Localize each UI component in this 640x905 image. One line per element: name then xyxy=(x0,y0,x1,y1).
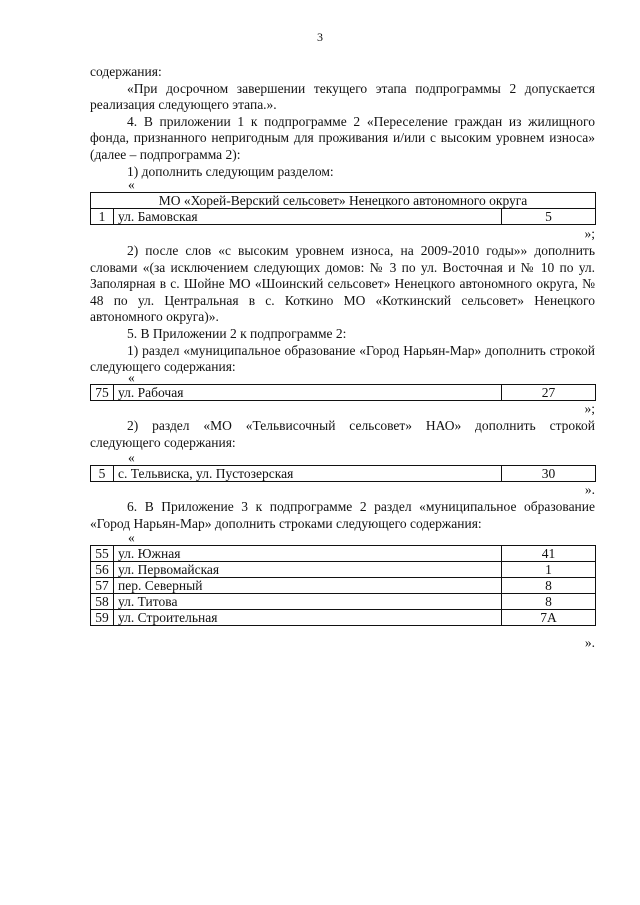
row-number: 5 xyxy=(91,466,114,482)
quote-close-4: ». xyxy=(584,635,595,650)
row-street: ул. Строительная xyxy=(114,610,502,626)
row-house: 7А xyxy=(502,610,596,626)
row-street: ул. Первомайская xyxy=(114,562,502,578)
text-block-4 xyxy=(90,499,595,532)
paragraph-item-4-sub-1: 1) дополнить следующим разделом: xyxy=(127,163,334,179)
row-number: 56 xyxy=(91,562,114,578)
row-street: ул. Бамовская xyxy=(114,209,502,225)
row-house: 27 xyxy=(502,385,596,401)
page-number: 3 xyxy=(317,30,323,44)
paragraph-item-4: 4. В приложении 1 к подпрограмме 2 «Переселение граждан из жилищного фонда, признанного непригодным для проживания и/или с высоким уровнем износа» (далее – подпрограмма 2): xyxy=(90,113,595,162)
table-section-header: МО «Хорей-Верский сельсовет» Ненецкого автономного округа xyxy=(91,193,596,209)
table-telvisochny xyxy=(90,465,596,482)
row-house: 41 xyxy=(502,546,596,562)
table-row xyxy=(91,466,596,482)
row-number: 75 xyxy=(91,385,114,401)
row-street: с. Тельвиска, ул. Пустозерская xyxy=(114,466,502,482)
row-house: 8 xyxy=(502,594,596,610)
table-header-row xyxy=(91,193,596,209)
quote-close-2: »; xyxy=(584,401,595,416)
table-row xyxy=(91,562,596,578)
row-number: 57 xyxy=(91,578,114,594)
quote-open-4: « xyxy=(128,530,135,545)
row-street: ул. Рабочая xyxy=(114,385,502,401)
table-khorey-ver xyxy=(90,192,596,225)
text-block-3 xyxy=(90,418,595,451)
paragraph-item-5-sub-1: 1) раздел «муниципальное образование «Город Нарьян-Мар» дополнить строкой следующего содержания: xyxy=(90,342,595,375)
paragraph-item-4-sub-2: 2) после слов «с высоким уровнем износа, на 2009-2010 годы»» дополнить словами «(за исключением следующих домов: № 3 по ул. Восточная и № 10 по ул. Заполярная в с. Шойне МО «Шоинский сельсовет» Ненецкого автономного округа, № 48 по ул. Центральная в с. Коткино МО «Коткинский сельсовет» Ненецкого автономного округа)». xyxy=(90,243,595,325)
row-street: пер. Северный xyxy=(114,578,502,594)
row-street: ул. Титова xyxy=(114,594,502,610)
text-block-1 xyxy=(90,64,595,180)
paragraph-quote: «При досрочном завершении текущего этапа подпрограммы 2 допускается реализация следующего этапа.». xyxy=(90,80,595,113)
table-naryan-mar-1 xyxy=(90,384,596,401)
row-house: 1 xyxy=(502,562,596,578)
table-naryan-mar-2 xyxy=(90,545,596,626)
row-number: 1 xyxy=(91,209,114,225)
paragraph-tail: содержания: xyxy=(90,64,162,79)
paragraph-item-5-sub-2: 2) раздел «МО «Тельвисочный сельсовет» НАО» дополнить строкой следующего содержания: xyxy=(90,418,595,450)
table-row xyxy=(91,578,596,594)
quote-close-3: ». xyxy=(584,482,595,497)
quote-open-2: « xyxy=(128,370,135,385)
row-house: 8 xyxy=(502,578,596,594)
row-number: 58 xyxy=(91,594,114,610)
row-number: 59 xyxy=(91,610,114,626)
table-row xyxy=(91,209,596,225)
quote-open-3: « xyxy=(128,450,135,465)
row-street: ул. Южная xyxy=(114,546,502,562)
row-house: 5 xyxy=(502,209,596,225)
table-row xyxy=(91,610,596,626)
quote-open-1: « xyxy=(128,177,135,192)
row-number: 55 xyxy=(91,546,114,562)
table-row xyxy=(91,546,596,562)
table-row xyxy=(91,385,596,401)
text-block-2 xyxy=(90,243,595,376)
quote-close-1: »; xyxy=(584,226,595,241)
table-row xyxy=(91,594,596,610)
row-house: 30 xyxy=(502,466,596,482)
paragraph-item-6: 6. В Приложение 3 к подпрограмме 2 раздел «муниципальное образование «Город Нарьян-Мар» дополнить строками следующего содержания: xyxy=(90,499,595,531)
paragraph-item-5: 5. В Приложении 2 к подпрограмме 2: xyxy=(127,325,347,341)
